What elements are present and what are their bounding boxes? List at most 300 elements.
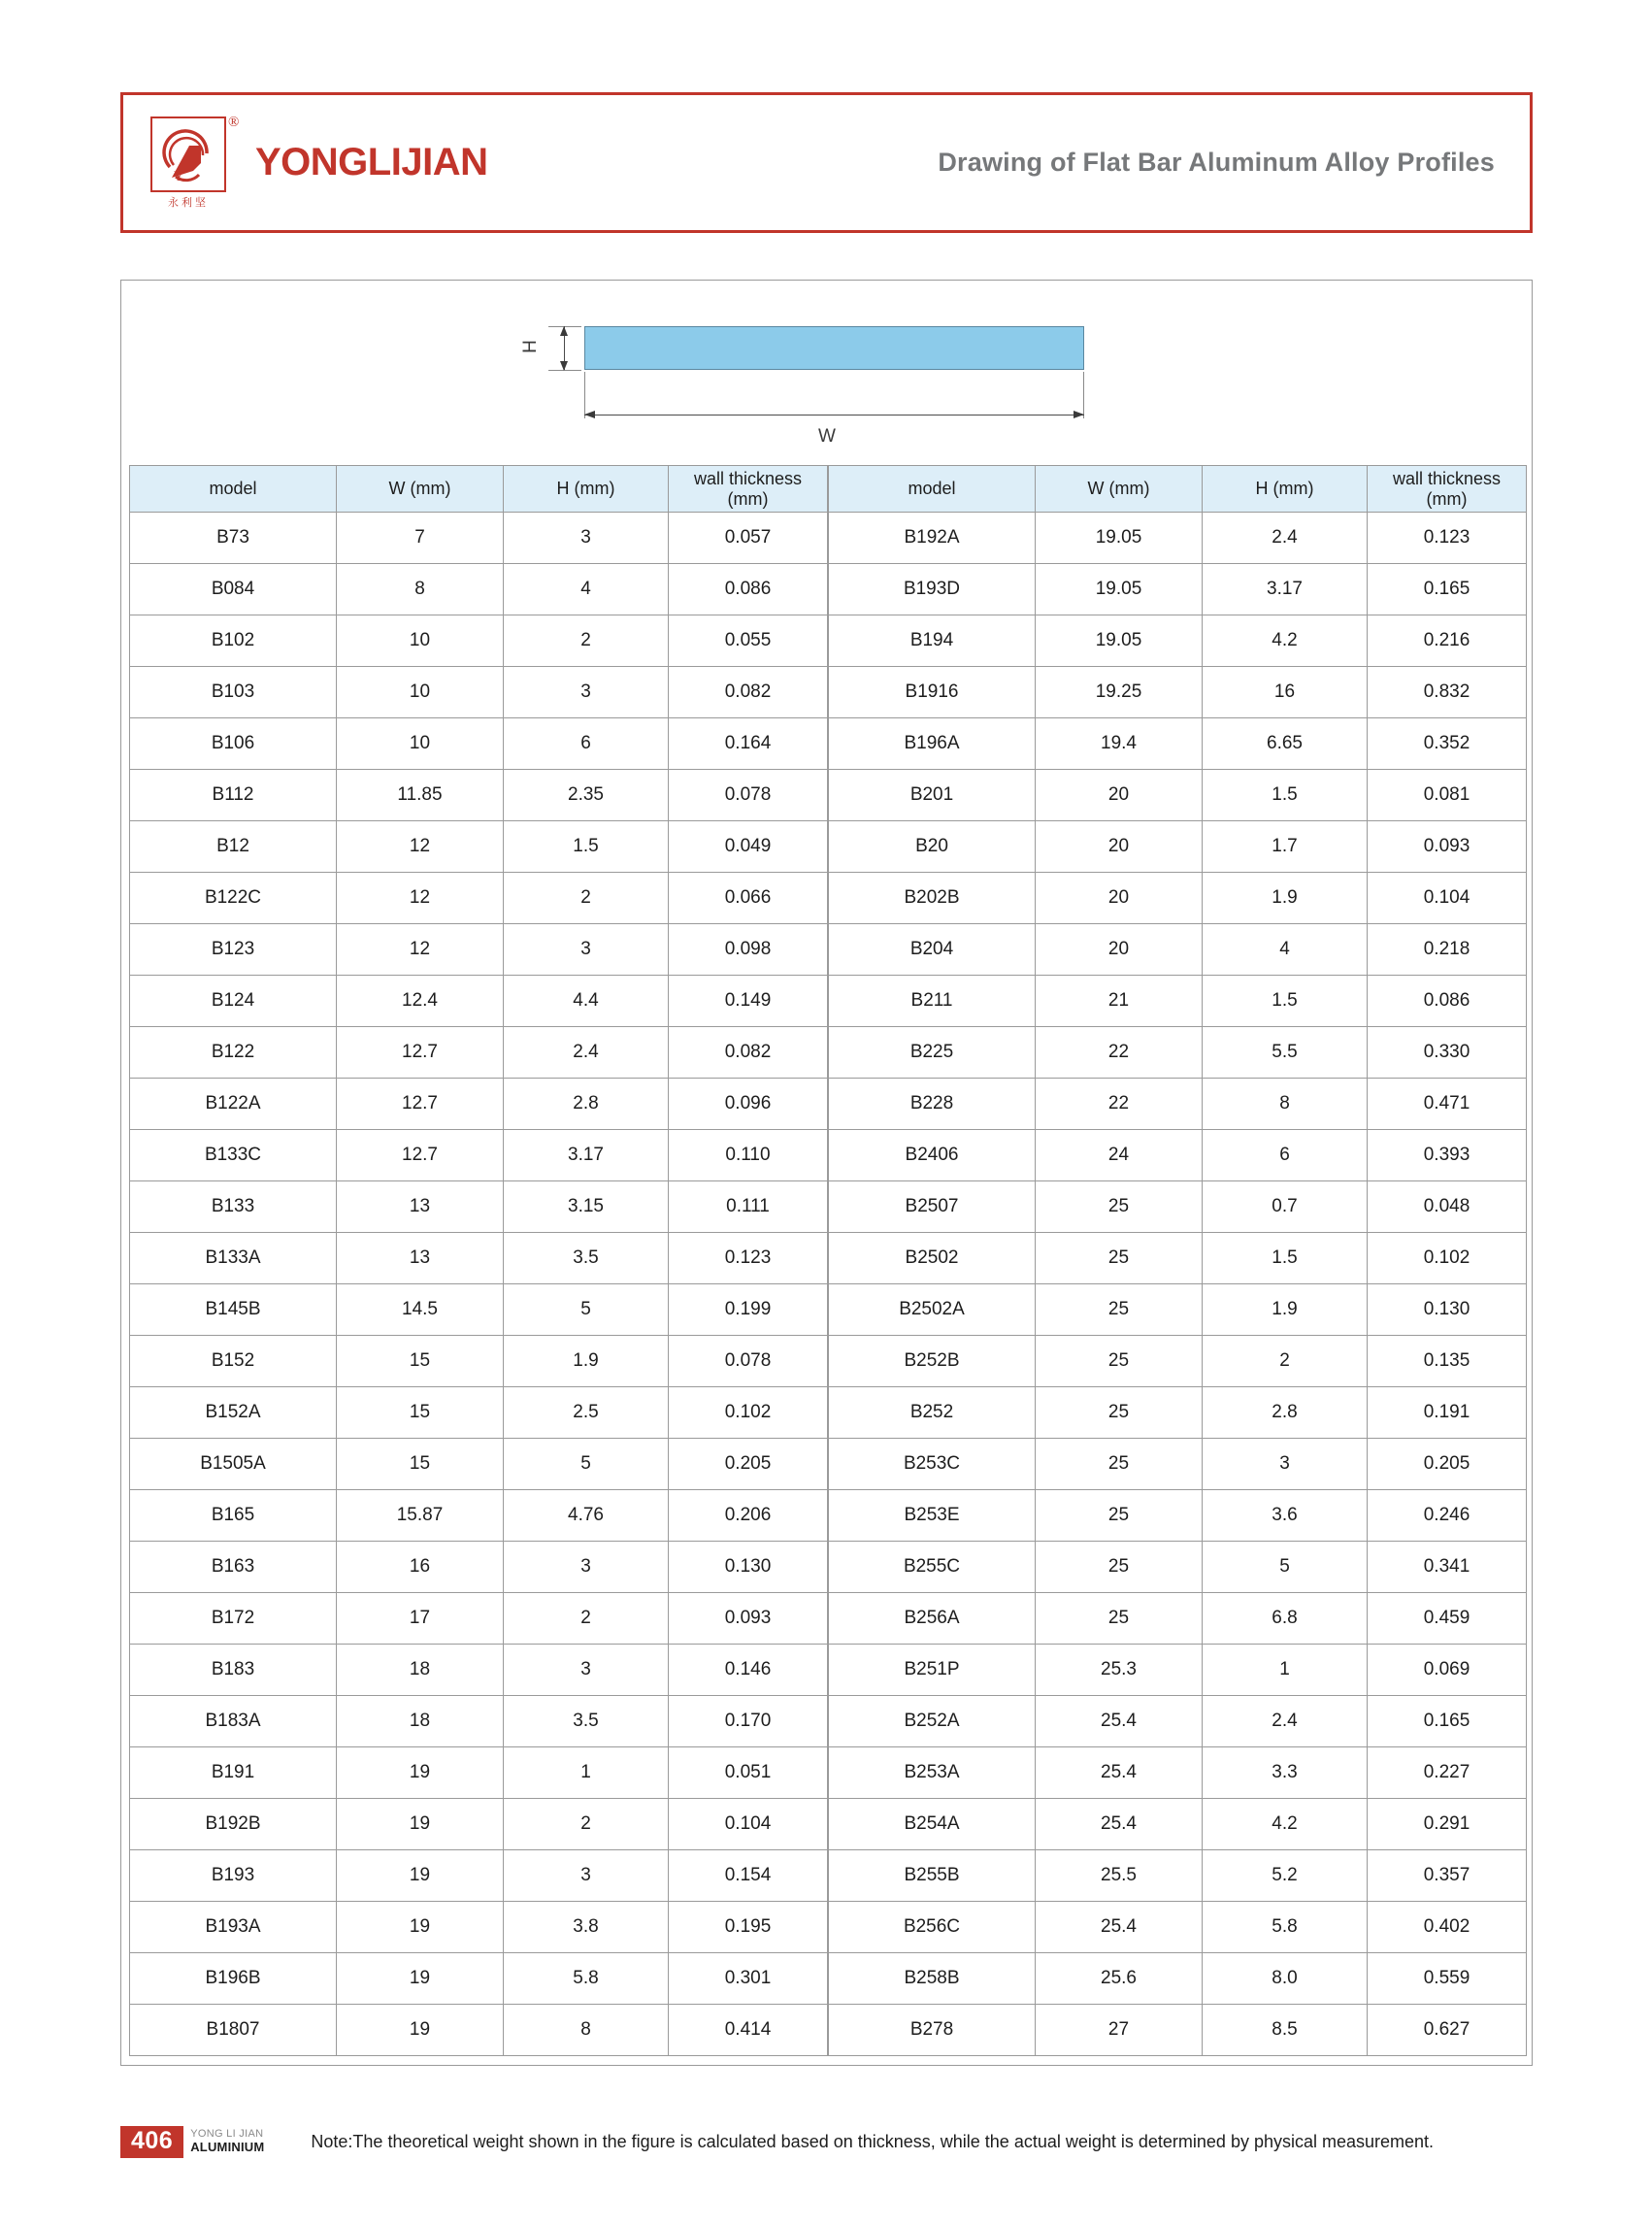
cell-height: 5.2	[1203, 1850, 1368, 1902]
cell-width: 25	[1036, 1336, 1203, 1387]
cell-wall-thickness: 0.066	[669, 873, 828, 924]
cell-height: 3.5	[504, 1233, 669, 1284]
cell-wall-thickness: 0.149	[669, 976, 828, 1027]
cell-wall-thickness: 0.165	[1368, 564, 1527, 615]
cell-model: B192B	[130, 1799, 337, 1850]
cell-width: 25.3	[1036, 1645, 1203, 1696]
cell-wall-thickness: 0.110	[669, 1130, 828, 1181]
cell-width: 19	[337, 1850, 504, 1902]
cell-model: B256A	[829, 1593, 1036, 1645]
cell-height: 3.15	[504, 1181, 669, 1233]
cell-height: 5.5	[1203, 1027, 1368, 1079]
table-row	[130, 513, 828, 564]
cell-width: 18	[337, 1696, 504, 1747]
cell-wall-thickness: 0.393	[1368, 1130, 1527, 1181]
cell-model: B252B	[829, 1336, 1036, 1387]
cell-model: B152	[130, 1336, 337, 1387]
table-row	[829, 615, 1527, 667]
cell-width: 19	[337, 1902, 504, 1953]
cell-wall-thickness: 0.048	[1368, 1181, 1527, 1233]
table-row	[829, 1850, 1527, 1902]
cell-model: B165	[130, 1490, 337, 1542]
cell-width: 25	[1036, 1284, 1203, 1336]
cell-wall-thickness: 0.357	[1368, 1850, 1527, 1902]
cell-height: 2	[504, 1593, 669, 1645]
cell-width: 12	[337, 821, 504, 873]
cell-wall-thickness: 0.123	[1368, 513, 1527, 564]
table-body-left	[130, 513, 828, 2056]
cell-wall-thickness: 0.291	[1368, 1799, 1527, 1850]
cell-width: 18	[337, 1645, 504, 1696]
cell-model: B253A	[829, 1747, 1036, 1799]
company-logo	[150, 115, 240, 212]
cell-width: 7	[337, 513, 504, 564]
cell-model: B2406	[829, 1130, 1036, 1181]
brand-name: YONGLIJIAN	[255, 141, 488, 183]
cell-height: 2.5	[504, 1387, 669, 1439]
table-row	[829, 924, 1527, 976]
cell-wall-thickness: 0.301	[669, 1953, 828, 2005]
table-row	[829, 1387, 1527, 1439]
cell-wall-thickness: 0.049	[669, 821, 828, 873]
spec-table-left	[129, 465, 828, 2056]
cell-height: 1	[1203, 1645, 1368, 1696]
cell-wall-thickness: 0.111	[669, 1181, 828, 1233]
cell-width: 15.87	[337, 1490, 504, 1542]
cell-height: 3	[504, 667, 669, 718]
table-row	[130, 770, 828, 821]
col-header-model: model	[130, 466, 337, 513]
cell-wall-thickness: 0.104	[1368, 873, 1527, 924]
cell-width: 25	[1036, 1542, 1203, 1593]
table-row	[829, 564, 1527, 615]
cell-height: 8	[1203, 1079, 1368, 1130]
table-row	[829, 1902, 1527, 1953]
cell-wall-thickness: 0.069	[1368, 1645, 1527, 1696]
cell-height: 5.8	[1203, 1902, 1368, 1953]
table-header-row	[130, 466, 828, 513]
cell-wall-thickness: 0.164	[669, 718, 828, 770]
table-row	[130, 873, 828, 924]
table-row	[130, 1490, 828, 1542]
table-row	[130, 1336, 828, 1387]
cell-wall-thickness: 0.170	[669, 1696, 828, 1747]
cell-width: 19	[337, 2005, 504, 2056]
table-row	[130, 1542, 828, 1593]
table-row	[130, 1747, 828, 1799]
registered-trademark-icon: ®	[228, 114, 240, 130]
table-row	[829, 1747, 1527, 1799]
cell-height: 3	[504, 1542, 669, 1593]
cell-height: 1.9	[1203, 1284, 1368, 1336]
cell-wall-thickness: 0.205	[669, 1439, 828, 1490]
table-row	[829, 1284, 1527, 1336]
table-row	[130, 924, 828, 976]
cell-width: 13	[337, 1181, 504, 1233]
cell-width: 8	[337, 564, 504, 615]
cell-height: 3	[504, 1645, 669, 1696]
cell-model: B2502	[829, 1233, 1036, 1284]
table-row	[130, 1130, 828, 1181]
cell-width: 11.85	[337, 770, 504, 821]
cell-wall-thickness: 0.082	[669, 1027, 828, 1079]
cell-wall-thickness: 0.102	[1368, 1233, 1527, 1284]
cell-width: 19.25	[1036, 667, 1203, 718]
col-header-width: W (mm)	[1036, 466, 1203, 513]
page-header	[120, 92, 1533, 233]
cell-model: B254A	[829, 1799, 1036, 1850]
cell-width: 25.5	[1036, 1850, 1203, 1902]
cell-model: B112	[130, 770, 337, 821]
cell-width: 19.05	[1036, 615, 1203, 667]
cell-width: 15	[337, 1439, 504, 1490]
cell-height: 1.5	[1203, 1233, 1368, 1284]
wall-thickness-line1: wall thickness	[693, 468, 803, 488]
cell-width: 19	[337, 1799, 504, 1850]
cell-wall-thickness: 0.096	[669, 1079, 828, 1130]
cell-model: B084	[130, 564, 337, 615]
cell-width: 10	[337, 718, 504, 770]
cell-height: 2.4	[1203, 513, 1368, 564]
cell-height: 2	[1203, 1336, 1368, 1387]
cell-wall-thickness: 0.130	[1368, 1284, 1527, 1336]
cell-wall-thickness: 0.093	[669, 1593, 828, 1645]
cross-section-diagram	[121, 281, 1534, 465]
table-row	[130, 1593, 828, 1645]
cell-model: B196B	[130, 1953, 337, 2005]
cell-height: 6	[504, 718, 669, 770]
table-row	[130, 976, 828, 1027]
col-header-model: model	[829, 466, 1036, 513]
cell-height: 4.2	[1203, 615, 1368, 667]
cell-wall-thickness: 0.146	[669, 1645, 828, 1696]
cell-model: B133	[130, 1181, 337, 1233]
cell-wall-thickness: 0.098	[669, 924, 828, 976]
table-row	[829, 1181, 1527, 1233]
table-row	[130, 1284, 828, 1336]
cell-height: 5.8	[504, 1953, 669, 2005]
cell-width: 19.4	[1036, 718, 1203, 770]
cell-height: 1.5	[1203, 770, 1368, 821]
table-row	[130, 615, 828, 667]
cell-wall-thickness: 0.459	[1368, 1593, 1527, 1645]
cell-wall-thickness: 0.086	[669, 564, 828, 615]
cell-height: 3.17	[1203, 564, 1368, 615]
cell-wall-thickness: 0.246	[1368, 1490, 1527, 1542]
cell-height: 2.4	[1203, 1696, 1368, 1747]
cell-model: B73	[130, 513, 337, 564]
cell-width: 16	[337, 1542, 504, 1593]
table-row	[130, 1181, 828, 1233]
cell-wall-thickness: 0.086	[1368, 976, 1527, 1027]
cell-width: 25	[1036, 1490, 1203, 1542]
cell-model: B102	[130, 615, 337, 667]
table-row	[130, 1799, 828, 1850]
table-row	[130, 667, 828, 718]
table-row	[829, 1593, 1527, 1645]
table-row	[829, 2005, 1527, 2056]
cell-width: 12.7	[337, 1130, 504, 1181]
logo-emblem-icon	[150, 116, 226, 192]
cell-width: 12.4	[337, 976, 504, 1027]
cell-wall-thickness: 0.199	[669, 1284, 828, 1336]
table-row	[829, 513, 1527, 564]
cell-height: 3	[1203, 1439, 1368, 1490]
cell-model: B255C	[829, 1542, 1036, 1593]
cell-wall-thickness: 0.135	[1368, 1336, 1527, 1387]
cell-wall-thickness: 0.341	[1368, 1542, 1527, 1593]
cell-wall-thickness: 0.102	[669, 1387, 828, 1439]
cell-height: 3.5	[504, 1696, 669, 1747]
cell-height: 1.9	[1203, 873, 1368, 924]
cell-height: 8	[504, 2005, 669, 2056]
cell-height: 4.76	[504, 1490, 669, 1542]
table-row	[829, 770, 1527, 821]
arrow-left-icon	[584, 411, 595, 418]
cell-height: 6.8	[1203, 1593, 1368, 1645]
cell-wall-thickness: 0.227	[1368, 1747, 1527, 1799]
cell-wall-thickness: 0.218	[1368, 924, 1527, 976]
cell-model: B1916	[829, 667, 1036, 718]
cell-model: B202B	[829, 873, 1036, 924]
cell-width: 10	[337, 615, 504, 667]
cell-model: B228	[829, 1079, 1036, 1130]
cell-width: 12	[337, 924, 504, 976]
cell-wall-thickness: 0.205	[1368, 1439, 1527, 1490]
logo-chinese-name: 永利坚	[168, 195, 209, 209]
cell-width: 25	[1036, 1181, 1203, 1233]
cell-model: B194	[829, 615, 1036, 667]
table-row	[130, 1439, 828, 1490]
table-row	[829, 1079, 1527, 1130]
cell-width: 12.7	[337, 1027, 504, 1079]
cell-wall-thickness: 0.055	[669, 615, 828, 667]
cell-height: 1.5	[1203, 976, 1368, 1027]
arrow-up-icon	[560, 326, 568, 336]
table-row	[829, 1542, 1527, 1593]
table-row	[130, 1645, 828, 1696]
col-header-wall-thickness	[1368, 466, 1527, 513]
table-row	[130, 1079, 828, 1130]
cell-wall-thickness: 0.559	[1368, 1953, 1527, 2005]
cell-wall-thickness: 0.165	[1368, 1696, 1527, 1747]
table-row	[130, 821, 828, 873]
cell-model: B133A	[130, 1233, 337, 1284]
col-header-wall-thickness	[669, 466, 828, 513]
table-row	[829, 1799, 1527, 1850]
cell-model: B163	[130, 1542, 337, 1593]
cell-height: 2.8	[504, 1079, 669, 1130]
width-label: W	[818, 426, 836, 447]
cell-model: B225	[829, 1027, 1036, 1079]
cell-wall-thickness: 0.104	[669, 1799, 828, 1850]
wall-thickness-line2: (mm)	[1426, 488, 1468, 509]
cell-width: 24	[1036, 1130, 1203, 1181]
table-row	[829, 1027, 1527, 1079]
wall-thickness-line2: (mm)	[727, 488, 769, 509]
cell-model: B191	[130, 1747, 337, 1799]
cell-model: B252	[829, 1387, 1036, 1439]
cell-wall-thickness: 0.471	[1368, 1079, 1527, 1130]
cell-height: 5	[504, 1284, 669, 1336]
cell-height: 8.0	[1203, 1953, 1368, 2005]
cell-model: B258B	[829, 1953, 1036, 2005]
cell-model: B2507	[829, 1181, 1036, 1233]
table-row	[829, 821, 1527, 873]
cell-height: 4.2	[1203, 1799, 1368, 1850]
table-row	[130, 1902, 828, 1953]
cell-width: 22	[1036, 1027, 1203, 1079]
cell-height: 5	[1203, 1542, 1368, 1593]
cell-height: 2.35	[504, 770, 669, 821]
cell-height: 2	[504, 873, 669, 924]
cell-model: B133C	[130, 1130, 337, 1181]
cell-height: 4	[504, 564, 669, 615]
table-row	[829, 1233, 1527, 1284]
cell-width: 25.4	[1036, 1902, 1203, 1953]
cell-height: 1.5	[504, 821, 669, 873]
svg-text:Y: Y	[174, 168, 184, 184]
table-header-row	[829, 466, 1527, 513]
cell-height: 1.7	[1203, 821, 1368, 873]
table-row	[130, 1850, 828, 1902]
cell-model: B183	[130, 1645, 337, 1696]
cell-wall-thickness: 0.191	[1368, 1387, 1527, 1439]
table-row	[829, 1490, 1527, 1542]
cell-model: B278	[829, 2005, 1036, 2056]
cell-model: B193D	[829, 564, 1036, 615]
cell-model: B201	[829, 770, 1036, 821]
footer-brand	[190, 2129, 264, 2154]
cell-wall-thickness: 0.414	[669, 2005, 828, 2056]
cell-width: 20	[1036, 873, 1203, 924]
cell-height: 3.6	[1203, 1490, 1368, 1542]
col-header-height: H (mm)	[504, 466, 669, 513]
cell-height: 3.3	[1203, 1747, 1368, 1799]
cell-width: 19	[337, 1953, 504, 2005]
cell-model: B193A	[130, 1902, 337, 1953]
table-row	[829, 1130, 1527, 1181]
cell-width: 20	[1036, 770, 1203, 821]
cell-width: 25	[1036, 1387, 1203, 1439]
cell-model: B103	[130, 667, 337, 718]
table-row	[829, 1953, 1527, 2005]
col-header-height: H (mm)	[1203, 466, 1368, 513]
cell-height: 2	[504, 1799, 669, 1850]
cell-model: B183A	[130, 1696, 337, 1747]
page-title: Drawing of Flat Bar Aluminum Alloy Profiles	[938, 148, 1495, 177]
arrow-down-icon	[560, 361, 568, 371]
cell-model: B172	[130, 1593, 337, 1645]
cell-model: B251P	[829, 1645, 1036, 1696]
cell-wall-thickness: 0.057	[669, 513, 828, 564]
arrow-right-icon	[1074, 411, 1084, 418]
wall-thickness-line1: wall thickness	[1392, 468, 1502, 488]
table-row	[829, 1645, 1527, 1696]
cell-height: 16	[1203, 667, 1368, 718]
cell-width: 20	[1036, 924, 1203, 976]
cell-wall-thickness: 0.216	[1368, 615, 1527, 667]
table-row	[829, 718, 1527, 770]
spec-tables	[121, 465, 1534, 2056]
cell-width: 12.7	[337, 1079, 504, 1130]
table-row	[130, 1953, 828, 2005]
table-row	[130, 1027, 828, 1079]
cell-wall-thickness: 0.081	[1368, 770, 1527, 821]
cell-height: 3	[504, 513, 669, 564]
table-row	[829, 873, 1527, 924]
cell-width: 27	[1036, 2005, 1203, 2056]
cell-height: 1	[504, 1747, 669, 1799]
cell-width: 25	[1036, 1233, 1203, 1284]
table-row	[130, 718, 828, 770]
cell-wall-thickness: 0.082	[669, 667, 828, 718]
col-header-width: W (mm)	[337, 466, 504, 513]
table-row	[130, 1387, 828, 1439]
cell-model: B1505A	[130, 1439, 337, 1490]
table-row	[829, 1439, 1527, 1490]
table-row	[130, 2005, 828, 2056]
cell-wall-thickness: 0.123	[669, 1233, 828, 1284]
cell-model: B211	[829, 976, 1036, 1027]
table-row	[829, 976, 1527, 1027]
page-number-badge: 406	[120, 2126, 183, 2158]
table-row	[829, 667, 1527, 718]
cell-model: B256C	[829, 1902, 1036, 1953]
cell-height: 4.4	[504, 976, 669, 1027]
cell-model: B106	[130, 718, 337, 770]
cell-width: 20	[1036, 821, 1203, 873]
cell-model: B253E	[829, 1490, 1036, 1542]
cell-height: 4	[1203, 924, 1368, 976]
cell-model: B20	[829, 821, 1036, 873]
cell-height: 3.17	[504, 1130, 669, 1181]
cell-height: 2.8	[1203, 1387, 1368, 1439]
footer-brand-line2: ALUMINIUM	[190, 2140, 265, 2155]
table-row	[130, 564, 828, 615]
cell-width: 25	[1036, 1593, 1203, 1645]
table-row	[130, 1233, 828, 1284]
cell-model: B196A	[829, 718, 1036, 770]
cell-model: B204	[829, 924, 1036, 976]
cell-model: B122C	[130, 873, 337, 924]
table-row	[829, 1696, 1527, 1747]
cell-height: 0.7	[1203, 1181, 1368, 1233]
cell-width: 25.4	[1036, 1799, 1203, 1850]
cell-height: 3	[504, 924, 669, 976]
cell-wall-thickness: 0.130	[669, 1542, 828, 1593]
cell-model: B192A	[829, 513, 1036, 564]
table-row	[829, 1336, 1527, 1387]
cell-wall-thickness: 0.627	[1368, 2005, 1527, 2056]
cell-model: B2502A	[829, 1284, 1036, 1336]
cell-height: 6	[1203, 1130, 1368, 1181]
cell-width: 25.6	[1036, 1953, 1203, 2005]
cell-wall-thickness: 0.330	[1368, 1027, 1527, 1079]
cell-height: 5	[504, 1439, 669, 1490]
cell-width: 19	[337, 1747, 504, 1799]
cell-wall-thickness: 0.195	[669, 1902, 828, 1953]
cell-model: B1807	[130, 2005, 337, 2056]
cell-model: B124	[130, 976, 337, 1027]
cell-width: 25.4	[1036, 1747, 1203, 1799]
cell-width: 13	[337, 1233, 504, 1284]
brand-block	[123, 115, 487, 212]
cell-width: 15	[337, 1336, 504, 1387]
cell-model: B12	[130, 821, 337, 873]
cell-model: B122A	[130, 1079, 337, 1130]
cell-model: B193	[130, 1850, 337, 1902]
